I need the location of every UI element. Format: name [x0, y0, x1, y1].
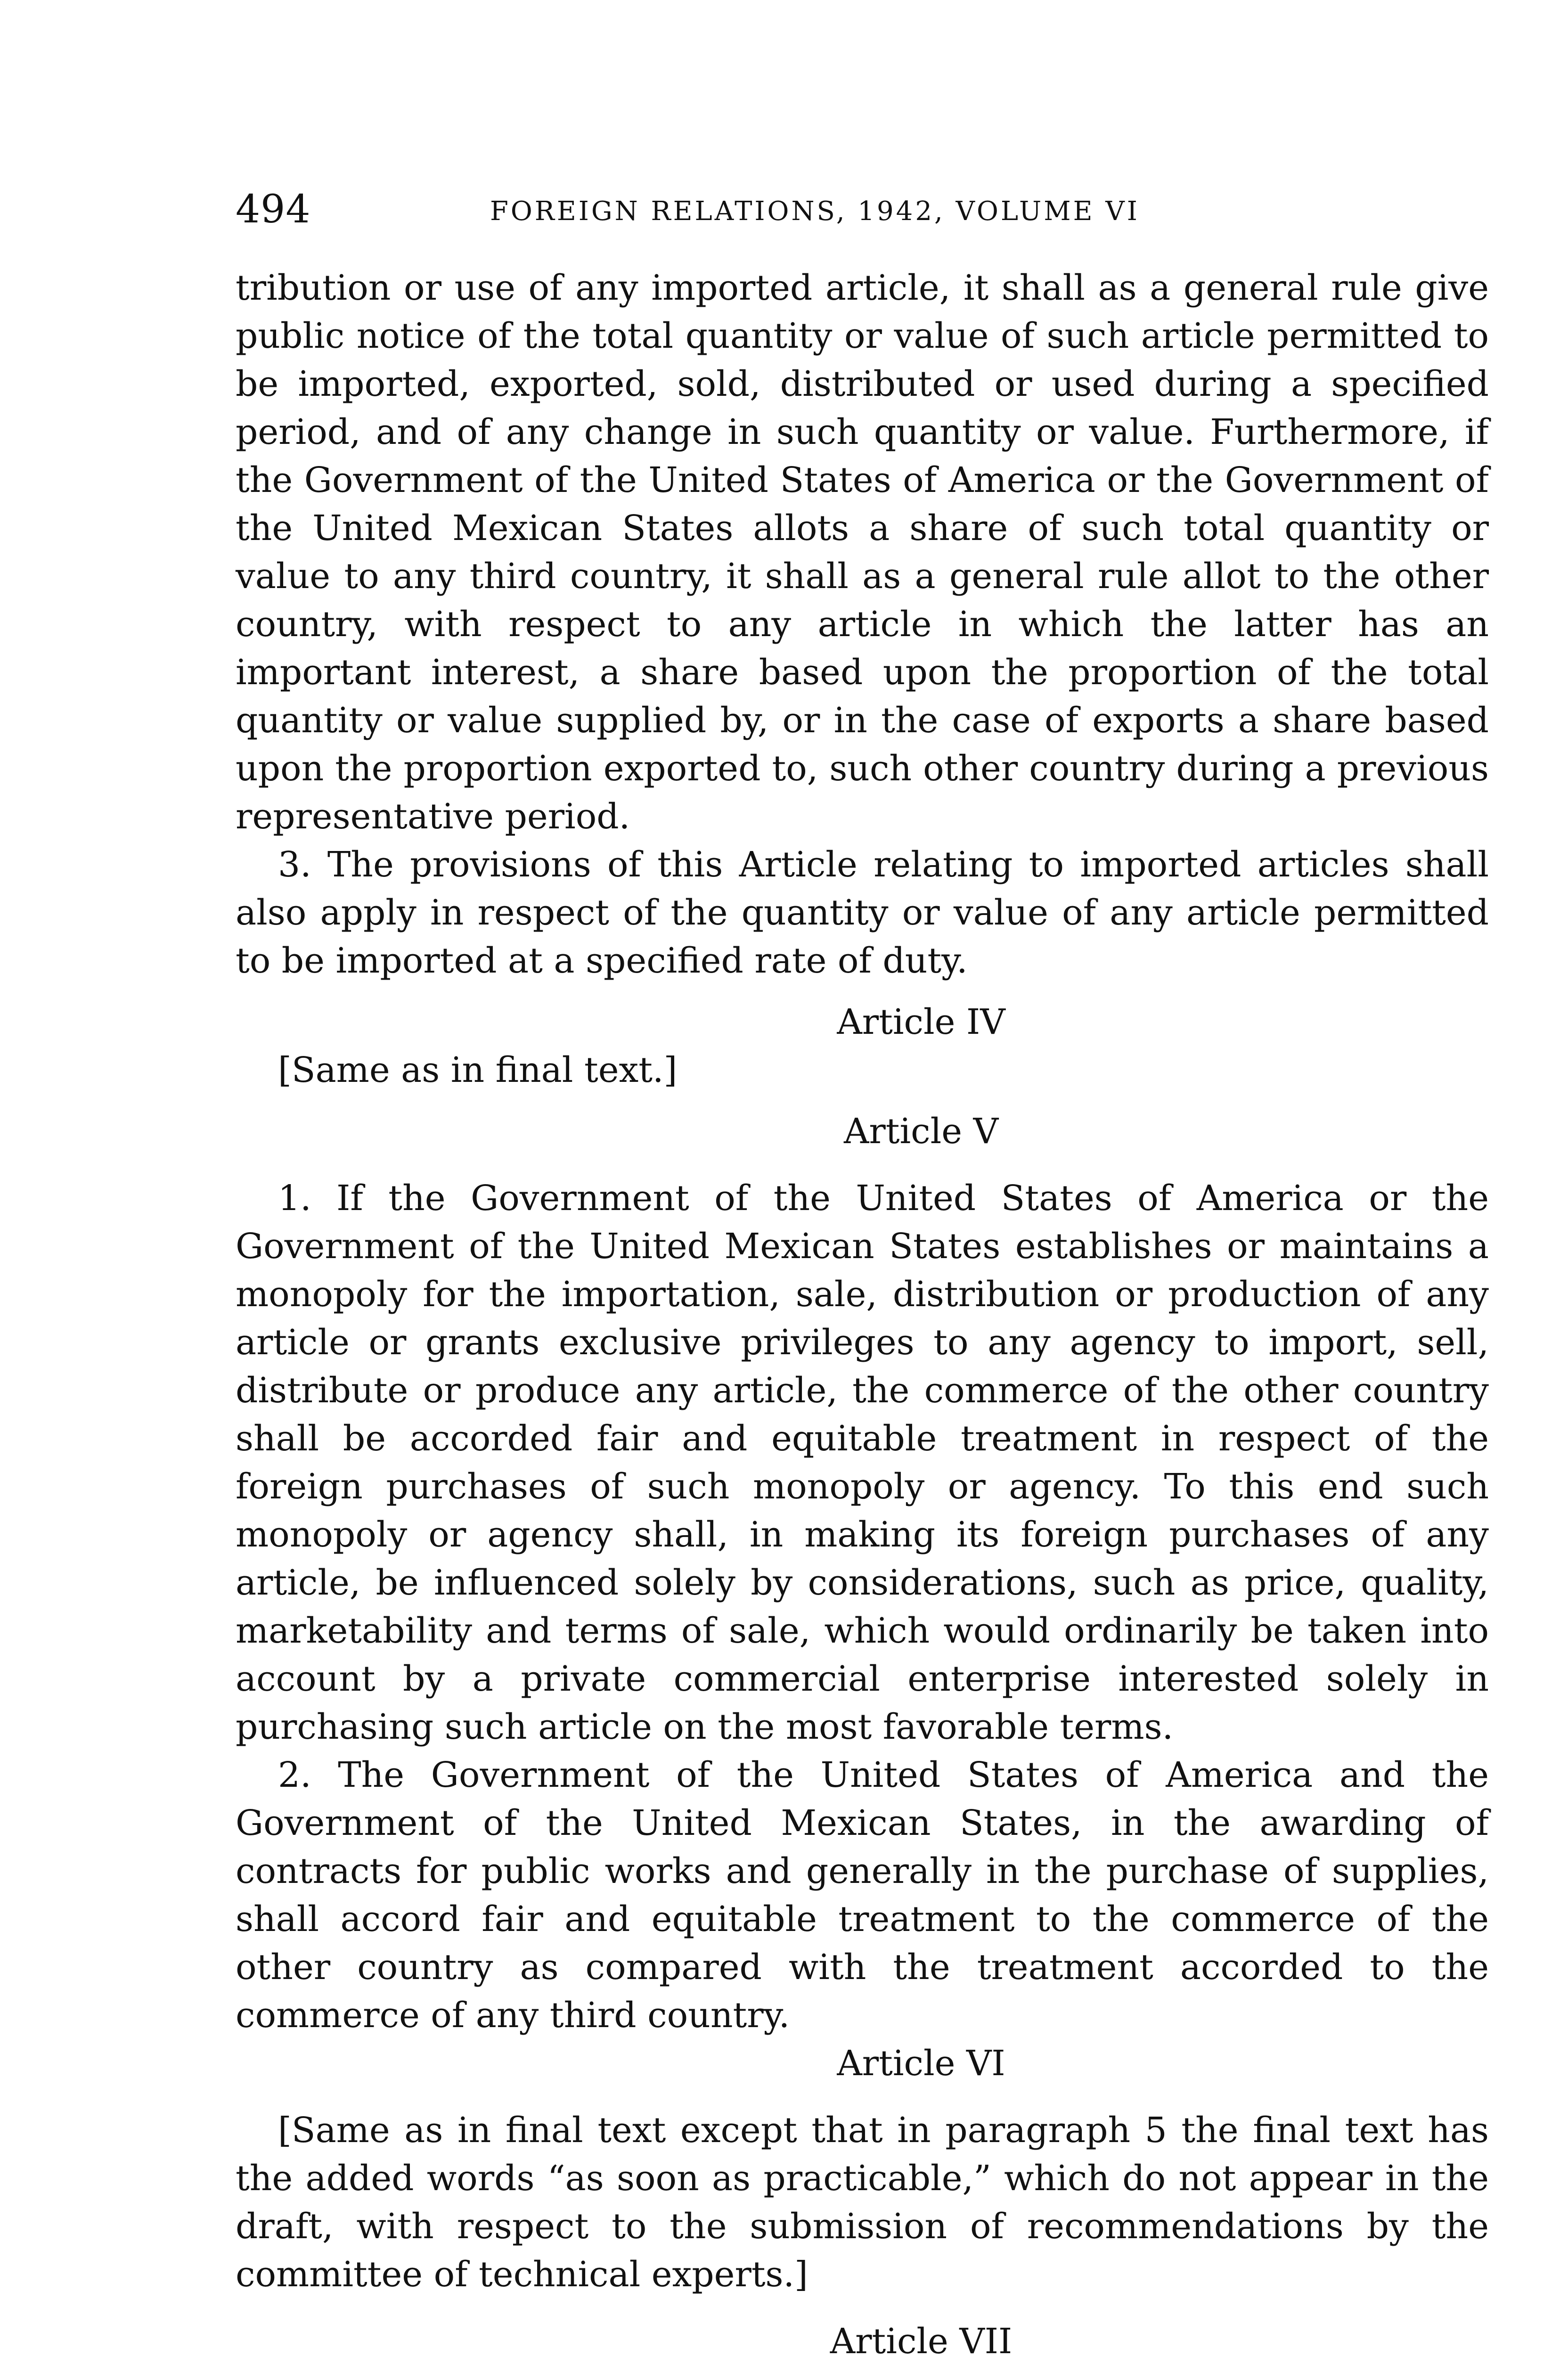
- paragraph-article-iii-3: 3. The provisions of this Article relating to imported articles shall also apply in respect of the quantity or value of any article permitted to be imported at a specified rate of duty.: [236, 844, 1489, 981]
- document-body: [236, 264, 1489, 2356]
- paragraph-article-v-1: 1. If the Government of the United States of America or the Government of the United Mexican States establishes or maintains a monopoly for the importation, sale, distribution or production of any article or grants exclusive privileges to any agency to import, sell, distribute or produce any article, the commerce of the other country shall be accorded fair and equitable treatment in respect of the foreign purchases of such monopoly or agency. To this end such monopoly or agency shall, in making its foreign purchases of any article, be influenced solely by considerations, such as price, quality, marketability and terms of sale, which would ordinarily be taken into account by a private commercial enterprise interested solely in purchasing such article on the most favorable terms.: [236, 1178, 1489, 1747]
- note-article-vi: [Same as in final text except that in paragraph 5 the final text has the added words “as soon as practicable,” which do not appear in the draft, with respect to the submission of recommendations by the committee of technical experts.]: [236, 2110, 1489, 2295]
- note-article-iv: [Same as in final text.]: [278, 1050, 678, 1090]
- heading-article-iv: Article IV: [837, 1002, 1005, 1042]
- page-header: [236, 186, 1489, 238]
- heading-article-vi: Article VI: [837, 2043, 1005, 2084]
- heading-article-v: Article V: [843, 1111, 999, 1152]
- page-number: 494: [236, 187, 311, 232]
- paragraph-continuation: tribution or use of any imported article, it shall as a general rule give public notice of the total quantity or value of such article permitted to be imported, exported, sold, distributed or used during a specified period, and of any change in such quantity or value. Furthermore, if the Government of the United States of America or the Government of the United Mexican States allots a share of such total quantity or value to any third country, it shall as a general rule allot to the other country, with respect to any article in which the latter has an important interest, a share based upon the proportion of the total quantity or value supplied by, or in the case of exports a share based upon the proportion exported to, such other country during a previous representative period.: [236, 268, 1489, 837]
- running-head: FOREIGN RELATIONS, 1942, VOLUME VI: [490, 196, 1140, 227]
- heading-article-vii: Article VII: [830, 2321, 1013, 2356]
- paragraph-article-v-2: 2. The Government of the United States of America and the Government of the United Mexican States, in the awarding of contracts for public works and generally in the purchase of supplies, shall accord fair and equitable treatment to the commerce of the other country as compared with the treatment accorded to the commerce of any third country.: [236, 1755, 1489, 2036]
